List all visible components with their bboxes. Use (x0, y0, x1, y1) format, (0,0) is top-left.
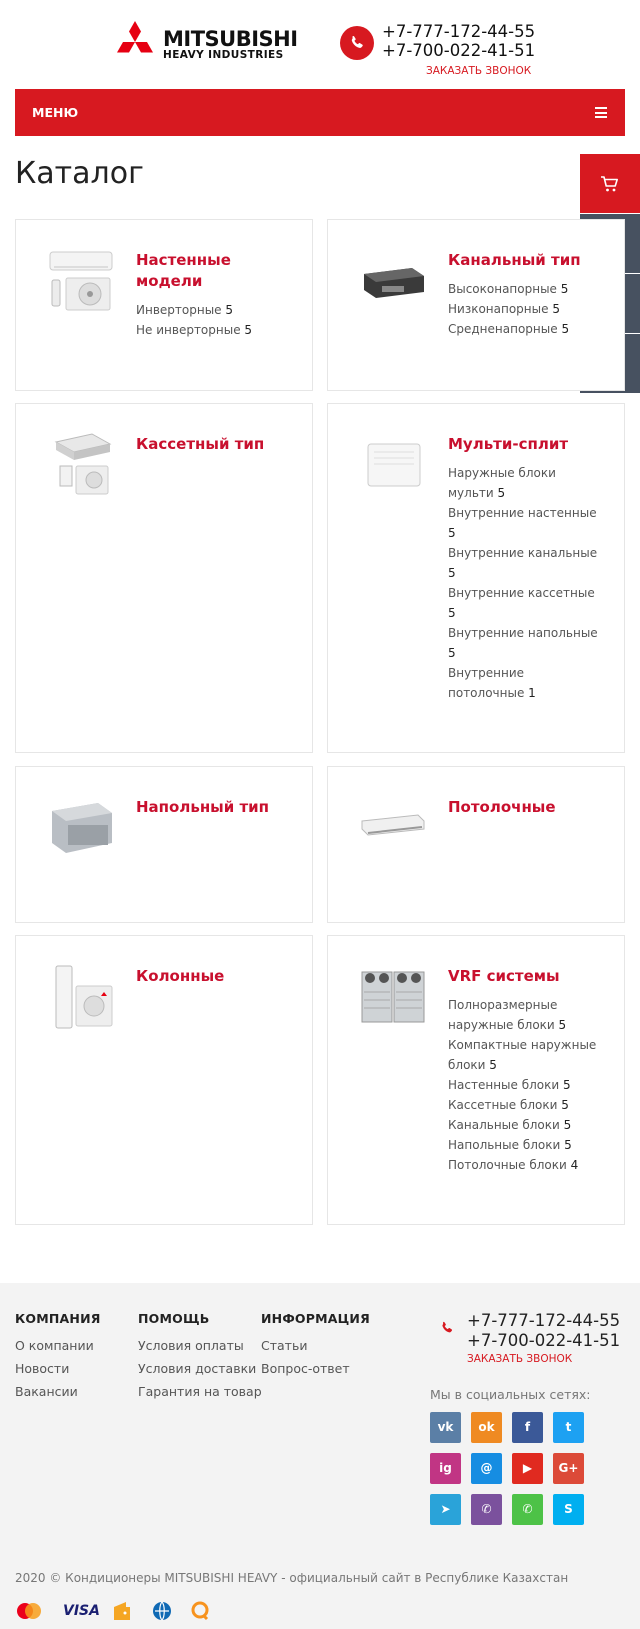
subcategory-link[interactable] (448, 299, 598, 319)
footer-link[interactable]: О компании (15, 1338, 94, 1353)
subcategory-count: 5 (561, 1098, 569, 1112)
floor-unit-image[interactable] (46, 793, 112, 863)
subcategory-label: Настенные блоки (448, 1078, 560, 1092)
instagram-icon[interactable]: ig (430, 1453, 461, 1484)
subcategory-list (448, 995, 598, 1175)
three-diamonds-logo-icon (112, 21, 158, 63)
subcategory-count: 5 (225, 303, 234, 317)
header-phone-1[interactable]: +7-777-172-44-55 (382, 22, 536, 41)
vrf-unit-image[interactable] (358, 962, 424, 1032)
footer-link[interactable]: Условия доставки (138, 1361, 257, 1376)
subcategory-link[interactable] (448, 1115, 598, 1135)
page-title: Каталог (15, 156, 144, 191)
subcategory-count: 5 (448, 646, 456, 660)
subcategory-link[interactable] (448, 623, 598, 663)
catalog-card[interactable] (327, 766, 625, 923)
subcategory-label: Полноразмерные наружные блоки (448, 998, 558, 1032)
footer-link[interactable]: Вакансии (15, 1384, 78, 1399)
wall-split-unit-image[interactable] (46, 246, 112, 316)
subcategory-count: 5 (489, 1058, 497, 1072)
subcategory-count: 5 (497, 486, 506, 500)
footer-col-help (138, 1311, 262, 1403)
mastercard-icon (15, 1601, 43, 1621)
footer-phone-2[interactable]: +7-700-022-41-51 (467, 1331, 621, 1350)
subcategory-count: 5 (244, 323, 253, 337)
catalog-card[interactable] (327, 219, 625, 391)
footer-col-info (261, 1311, 370, 1380)
mitsubishi-logo[interactable] (112, 21, 332, 63)
subcategory-link[interactable] (448, 503, 598, 543)
subcategory-link[interactable] (448, 1095, 598, 1115)
footer-heading-help: ПОМОЩЬ (138, 1311, 210, 1326)
footer-callback-link[interactable]: ЗАКАЗАТЬ ЗВОНОК (467, 1353, 573, 1365)
menu-label: МЕНЮ (32, 105, 79, 120)
subcategory-label: Напольные блоки (448, 1138, 561, 1152)
footer-col-company (15, 1311, 101, 1403)
cassette-unit-image[interactable] (46, 430, 112, 500)
subcategory-label: Наружные блоки мульти (448, 466, 556, 500)
subcategory-label: Внутренние напольные (448, 626, 598, 640)
subcategory-link[interactable] (448, 543, 598, 583)
site-header (0, 0, 640, 86)
subcategory-count: 4 (570, 1158, 579, 1172)
yandex-money-icon (113, 1601, 131, 1621)
subcategory-link[interactable] (448, 1135, 598, 1155)
subcategory-link[interactable] (448, 1155, 598, 1175)
telegram-icon[interactable]: ➤ (430, 1494, 461, 1525)
footer-heading-company: КОМПАНИЯ (15, 1311, 101, 1326)
footer-link[interactable]: Гарантия на товар (138, 1384, 262, 1399)
subcategory-count: 1 (528, 686, 536, 700)
footer-link[interactable]: Условия оплаты (138, 1338, 244, 1353)
cart-button[interactable] (580, 154, 640, 213)
header-callback-link[interactable]: ЗАКАЗАТЬ ЗВОНОК (426, 65, 532, 77)
subcategory-label: Компактные наружные блоки (448, 1038, 597, 1072)
subcategory-label: Канальные блоки (448, 1118, 560, 1132)
subcategory-label: Внутренние настенные (448, 506, 597, 520)
subcategory-count: 5 (561, 322, 570, 336)
logo-text-mitsubishi: MITSUBISHI (163, 27, 298, 51)
subcategory-label: Внутренние потолочные (448, 666, 525, 700)
subcategory-link[interactable] (448, 583, 598, 623)
phone-icon[interactable] (340, 26, 374, 60)
webmoney-icon (152, 1601, 172, 1621)
footer-link[interactable]: Статьи (261, 1338, 308, 1353)
subcategory-count: 5 (558, 1018, 567, 1032)
subcategory-count: 5 (552, 302, 560, 316)
subcategory-label: Низконапорные (448, 302, 549, 316)
subcategory-link[interactable] (136, 300, 286, 320)
copyright: 2020 © Кондиционеры MITSUBISHI HEAVY - официальный сайт в Республике Казахстан (15, 1571, 569, 1585)
catalog-card[interactable] (15, 935, 313, 1225)
subcategory-label: Высоконапорные (448, 282, 557, 296)
subcategory-link[interactable] (448, 995, 598, 1035)
subcategory-link[interactable] (448, 1035, 598, 1075)
whatsapp-icon[interactable]: ✆ (512, 1494, 543, 1525)
facebook-icon[interactable]: f (512, 1412, 543, 1443)
subcategory-list (448, 279, 598, 339)
phone-icon (440, 1321, 454, 1335)
twitter-icon[interactable]: t (553, 1412, 584, 1443)
footer-heading-info: ИНФОРМАЦИЯ (261, 1311, 370, 1326)
subcategory-link[interactable] (448, 463, 598, 503)
subcategory-label: Внутренние кассетные (448, 586, 595, 600)
ceiling-unit-image[interactable] (358, 793, 424, 863)
site-footer (0, 1283, 640, 1629)
catalog-card-title[interactable]: Настенные модели (136, 251, 231, 290)
subcategory-label: Инверторные (136, 303, 222, 317)
moimir-icon[interactable]: @ (471, 1453, 502, 1484)
subcategory-list (136, 300, 286, 340)
subcategory-count: 5 (563, 1078, 571, 1092)
hamburger-icon[interactable] (595, 107, 607, 118)
footer-link[interactable]: Новости (15, 1361, 70, 1376)
subcategory-label: Кассетные блоки (448, 1098, 558, 1112)
subcategory-link[interactable] (448, 663, 598, 703)
catalog-card-title[interactable]: Потолочные (448, 798, 556, 816)
subcategory-link[interactable] (448, 319, 598, 339)
catalog-card-title[interactable]: Мульти-сплит (448, 435, 569, 453)
footer-link[interactable]: Вопрос-ответ (261, 1361, 350, 1376)
subcategory-link[interactable] (136, 320, 286, 340)
youtube-icon[interactable]: ▶ (512, 1453, 543, 1484)
subcategory-count: 5 (448, 566, 456, 580)
viber-icon[interactable]: ✆ (471, 1494, 502, 1525)
social-title: Мы в социальных сетях: (430, 1387, 591, 1402)
subcategory-link[interactable] (448, 1075, 598, 1095)
subcategory-count: 5 (560, 282, 569, 296)
catalog-card[interactable] (327, 935, 625, 1225)
catalog-card[interactable] (15, 403, 313, 753)
catalog-card-title[interactable]: VRF системы (448, 967, 560, 985)
catalog-card[interactable] (15, 219, 313, 391)
subcategory-label: Потолочные блоки (448, 1158, 567, 1172)
catalog-card-title[interactable]: Кассетный тип (136, 435, 265, 453)
logo-text-heavy-industries: HEAVY INDUSTRIES (163, 49, 284, 61)
column-unit-image[interactable] (46, 962, 112, 1032)
floor-console-unit-image[interactable] (358, 430, 424, 500)
header-phone-2[interactable]: +7-700-022-41-51 (382, 41, 536, 60)
catalog-card-title[interactable]: Напольный тип (136, 798, 270, 816)
catalog-card-title[interactable]: Колонные (136, 967, 225, 985)
subcategory-count: 5 (563, 1118, 572, 1132)
subcategory-label: Средненапорные (448, 322, 558, 336)
qiwi-icon (190, 1601, 210, 1621)
skype-icon[interactable]: S (553, 1494, 584, 1525)
footer-phone-1[interactable]: +7-777-172-44-55 (467, 1311, 621, 1330)
subcategory-list (448, 463, 598, 703)
subcategory-count: 5 (564, 1138, 572, 1152)
subcategory-label: Не инверторные (136, 323, 241, 337)
catalog-card[interactable] (15, 766, 313, 923)
google-plus-icon[interactable]: G+ (553, 1453, 584, 1484)
vk-icon[interactable]: vk (430, 1412, 461, 1443)
catalog-card[interactable] (327, 403, 625, 753)
subcategory-count: 5 (448, 526, 456, 540)
cart-icon (600, 174, 620, 194)
duct-unit-image[interactable] (358, 246, 424, 316)
odnoklassniki-icon[interactable]: ok (471, 1412, 502, 1443)
menu-bar[interactable] (15, 89, 625, 136)
subcategory-count: 5 (448, 606, 456, 620)
subcategory-label: Внутренние канальные (448, 546, 598, 560)
subcategory-link[interactable] (448, 279, 598, 299)
catalog-card-title[interactable]: Канальный тип (448, 251, 581, 269)
visa-icon: VISA (63, 1603, 100, 1619)
